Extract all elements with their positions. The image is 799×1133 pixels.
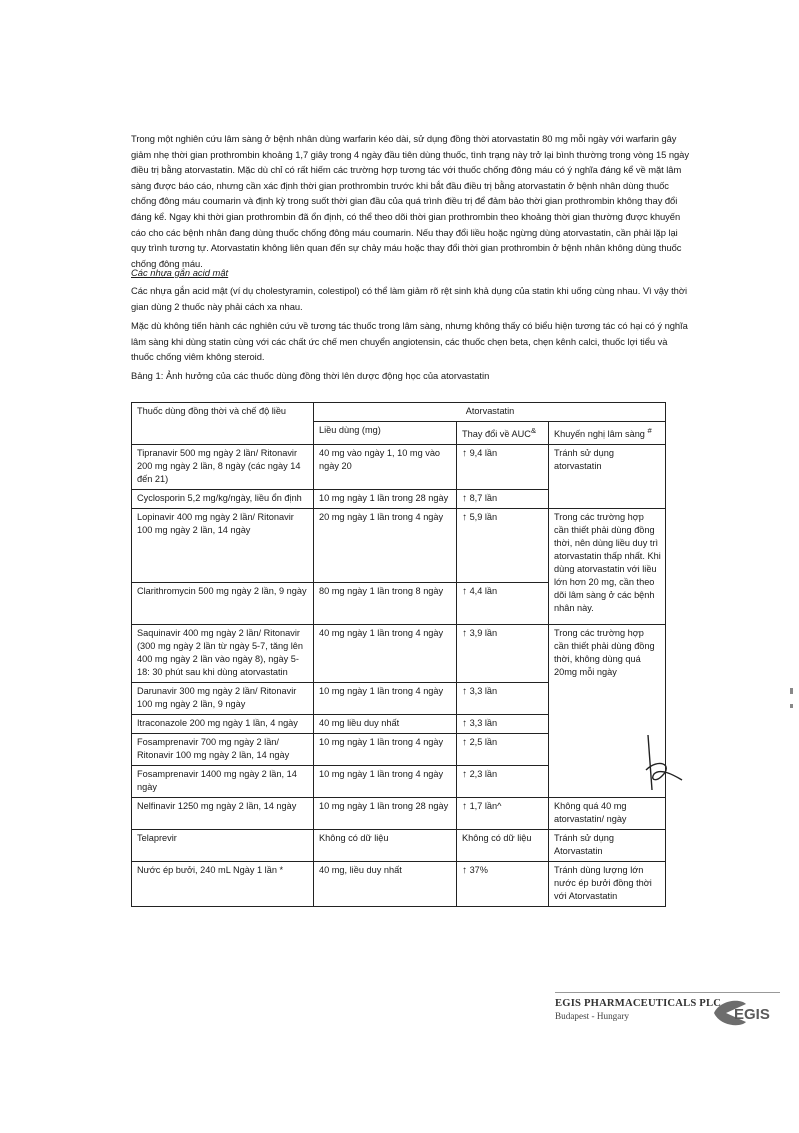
arrow-up-icon: ↑	[462, 628, 467, 640]
drug-cell: Telaprevir	[132, 830, 314, 862]
auc-cell	[457, 798, 549, 830]
drug-cell: Itraconazole 200 mg ngày 1 lần, 4 ngày	[132, 715, 314, 734]
auc-value: 3,9 lần	[469, 628, 498, 639]
drug-cell: Nelfinavir 1250 mg ngày 2 lần, 14 ngày	[132, 798, 314, 830]
dose-cell: 80 mg ngày 1 lần trong 8 ngày	[314, 583, 457, 625]
auc-cell: Không có dữ liệu	[457, 830, 549, 862]
auc-cell	[457, 683, 549, 715]
company-city: Budapest - Hungary	[555, 1011, 629, 1021]
arrow-up-icon: ↑	[462, 448, 467, 460]
table-row	[132, 625, 666, 683]
table-row	[132, 830, 666, 862]
egis-logo-icon	[710, 996, 782, 1030]
auc-cell	[457, 509, 549, 583]
drug-cell: Fosamprenavir 700 mg ngày 2 lần/ Ritonavir 100 mg ngày 2 lần, 14 ngày	[132, 734, 314, 766]
recommendation-cell: Tránh dùng lượng lớn nước ép bưởi đồng thời với Atorvastatin	[549, 862, 666, 907]
section-heading-bile-acid-resins: Các nhựa gắn acid mật	[131, 267, 229, 278]
auc-cell	[457, 862, 549, 907]
auc-value: 4,4 lần	[469, 586, 498, 597]
dose-cell: 10 mg ngày 1 lần trong 28 ngày	[314, 798, 457, 830]
arrow-up-icon: ↑	[462, 769, 467, 781]
dose-cell: 40 mg ngày 1 lần trong 4 ngày	[314, 625, 457, 683]
auc-value: 5,9 lần	[469, 512, 498, 523]
dose-cell: 40 mg vào ngày 1, 10 mg vào ngày 20	[314, 445, 457, 490]
egis-logo-text: EGIS	[734, 1006, 770, 1023]
dose-cell: 40 mg liều duy nhất	[314, 715, 457, 734]
paragraph-other-interactions: Mặc dù không tiến hành các nghiên cứu về tương tác thuốc trong lâm sàng, nhưng không thấy có biểu hiện tương tác có hại có ý nghĩa lâm sàng khi dùng statin cùng với các chất ức chế men chuyển angiotensin, các thuốc chẹn beta, chẹn kênh calci, thuốc lợi tiểu và thuốc chống viêm không steroid.	[131, 320, 688, 363]
auc-value: 8,7 lần	[469, 493, 498, 504]
dose-cell: 10 mg ngày 1 lần trong 4 ngày	[314, 683, 457, 715]
company-name: EGIS PHARMACEUTICALS PLC	[555, 998, 722, 1009]
table-row	[132, 445, 666, 490]
header-recommendation-sup: #	[647, 426, 652, 435]
footer	[555, 998, 721, 1021]
header-atorvastatin: Atorvastatin	[314, 403, 666, 422]
dose-cell: 10 mg ngày 1 lần trong 4 ngày	[314, 766, 457, 798]
drug-cell: Clarithromycin 500 mg ngày 2 lần, 9 ngày	[132, 583, 314, 625]
header-concomitant-drug: Thuốc dùng đồng thời và chế độ liều	[132, 403, 314, 445]
footer-divider	[555, 992, 780, 993]
table-row	[132, 862, 666, 907]
drug-cell: Tipranavir 500 mg ngày 2 lần/ Ritonavir 200 mg ngày 2 lần, 8 ngày (các ngày 14 đến 21)	[132, 445, 314, 490]
paragraph-warfarin: Trong một nghiên cứu lâm sàng ở bệnh nhân dùng warfarin kéo dài, sử dụng đồng thời atorvastatin 80 mg mỗi ngày với warfarin gây giảm nhẹ thời gian prothrombin khoảng 1,7 giây trong 4 ngày đầu tiên dùng thuốc, tình trạng này trở lại bình thường trong vòng 15 ngày điều trị bằng atorvastatin. Mặc dù chỉ có rất hiếm các trường hợp tương tác với thuốc chống đông máu có ý nghĩa đáng kể về mặt lâm sàng được báo cáo, nhưng cần xác định thời gian prothrombin trước khi bắt đầu điều trị bằng atorvastatin ở bệnh nhân dùng thuốc chống đông máu coumarin và định kỳ trong suốt thời gian đầu của quá trình điều trị để đảm bảo thời gian prothrombin không thay đổi đáng kể. Ngay khi thời gian prothrombin đã ổn định, có thể theo dõi thời gian prothrombin theo khoảng thời gian thường được khuyến cáo cho các bệnh nhân đang dùng thuốc chống đông máu coumarin. Nếu thay đổi liều hoặc ngừng dùng atorvastatin, cần phải lặp lại quy trình tương tự. Atorvastatin không liên quan đến sự chảy máu hoặc thay đổi thời gian prothrombin ở bệnh nhân không dùng thuốc chống đông máu.	[131, 133, 689, 269]
drug-cell: Darunavir 300 mg ngày 2 lần/ Ritonavir 100 mg ngày 2 lần, 9 ngày	[132, 683, 314, 715]
dose-cell: 40 mg, liều duy nhất	[314, 862, 457, 907]
arrow-up-icon: ↑	[462, 512, 467, 524]
header-recommendation-label: Khuyến nghị lâm sàng	[554, 429, 645, 440]
dose-cell: 20 mg ngày 1 lần trong 4 ngày	[314, 509, 457, 583]
header-auc-change	[457, 422, 549, 445]
edge-mark	[790, 688, 793, 694]
drug-cell: Cyclosporin 5,2 mg/kg/ngày, liều ổn định	[132, 490, 314, 509]
arrow-up-icon: ↑	[462, 686, 467, 698]
arrow-up-icon: ↑	[462, 737, 467, 749]
auc-value: 2,3 lần	[469, 769, 498, 780]
auc-value: 2,5 lần	[469, 737, 498, 748]
table-caption: Bảng 1: Ảnh hưởng của các thuốc dùng đồng thời lên dược động học của atorvastatin	[131, 370, 490, 381]
recommendation-cell: Trong các trường hợp cần thiết phải dùng đồng thời, nên dùng liều duy trì atorvastatin thấp nhất. Khi dùng atorvastatin với liều lớn hơn 20 mg, cần theo dõi lâm sàng ở các bệnh nhân này.	[549, 509, 666, 625]
auc-value: 1,7 lần^	[469, 801, 502, 812]
recommendation-cell: Tránh sử dụng atorvastatin	[549, 445, 666, 509]
drug-cell: Fosamprenavir 1400 mg ngày 2 lần, 14 ngày	[132, 766, 314, 798]
recommendation-cell: Không quá 40 mg atorvastatin/ ngày	[549, 798, 666, 830]
edge-mark	[790, 704, 793, 708]
auc-cell	[457, 445, 549, 490]
recommendation-cell: Trong các trường hợp cần thiết phải dùng đồng thời, không dùng quá 20mg mỗi ngày	[549, 625, 666, 798]
table-header-row	[132, 403, 666, 422]
auc-cell	[457, 766, 549, 798]
header-auc-sup: &	[530, 426, 537, 435]
drug-cell: Lopinavir 400 mg ngày 2 lần/ Ritonavir 100 mg ngày 2 lần, 14 ngày	[132, 509, 314, 583]
auc-cell	[457, 715, 549, 734]
table-row	[132, 798, 666, 830]
auc-value: 37%	[469, 865, 488, 876]
header-dose: Liều dùng (mg)	[314, 422, 457, 445]
auc-cell	[457, 625, 549, 683]
interaction-table	[131, 402, 666, 907]
drug-cell: Saquinavir 400 mg ngày 2 lần/ Ritonavir (300 mg ngày 2 lần từ ngày 5-7, tăng lên 400 mg ngày 2 lần vào ngày 8), ngày 5-18: 30 phút sau khi dùng atorvastatin	[132, 625, 314, 683]
auc-value: 3,3 lần	[469, 686, 498, 697]
arrow-up-icon: ↑	[462, 801, 467, 813]
auc-value: 3,3 lần	[469, 718, 498, 729]
auc-cell	[457, 734, 549, 766]
table-row	[132, 509, 666, 583]
drug-cell: Nước ép bưởi, 240 mL Ngày 1 lần *	[132, 862, 314, 907]
dose-cell: Không có dữ liệu	[314, 830, 457, 862]
dose-cell: 10 mg ngày 1 lần trong 4 ngày	[314, 734, 457, 766]
header-recommendation	[549, 422, 666, 445]
paragraph-bile-acid-resins: Các nhựa gắn acid mật (ví dụ cholestyramin, colestipol) có thể làm giảm rõ rệt sinh khả dụng của statin khi uống cùng nhau. Vì vậy thời gian dùng 2 thuốc này phải cách xa nhau.	[131, 285, 687, 312]
signature-icon	[628, 730, 688, 800]
dose-cell: 10 mg ngày 1 lần trong 28 ngày	[314, 490, 457, 509]
auc-cell	[457, 583, 549, 625]
arrow-up-icon: ↑	[462, 718, 467, 730]
auc-value: 9,4 lần	[469, 448, 498, 459]
arrow-up-icon: ↑	[462, 586, 467, 598]
arrow-up-icon: ↑	[462, 493, 467, 505]
arrow-up-icon: ↑	[462, 865, 467, 877]
auc-cell	[457, 490, 549, 509]
recommendation-cell: Tránh sử dụng Atorvastatin	[549, 830, 666, 862]
header-auc-label: Thay đổi về AUC	[462, 429, 531, 440]
